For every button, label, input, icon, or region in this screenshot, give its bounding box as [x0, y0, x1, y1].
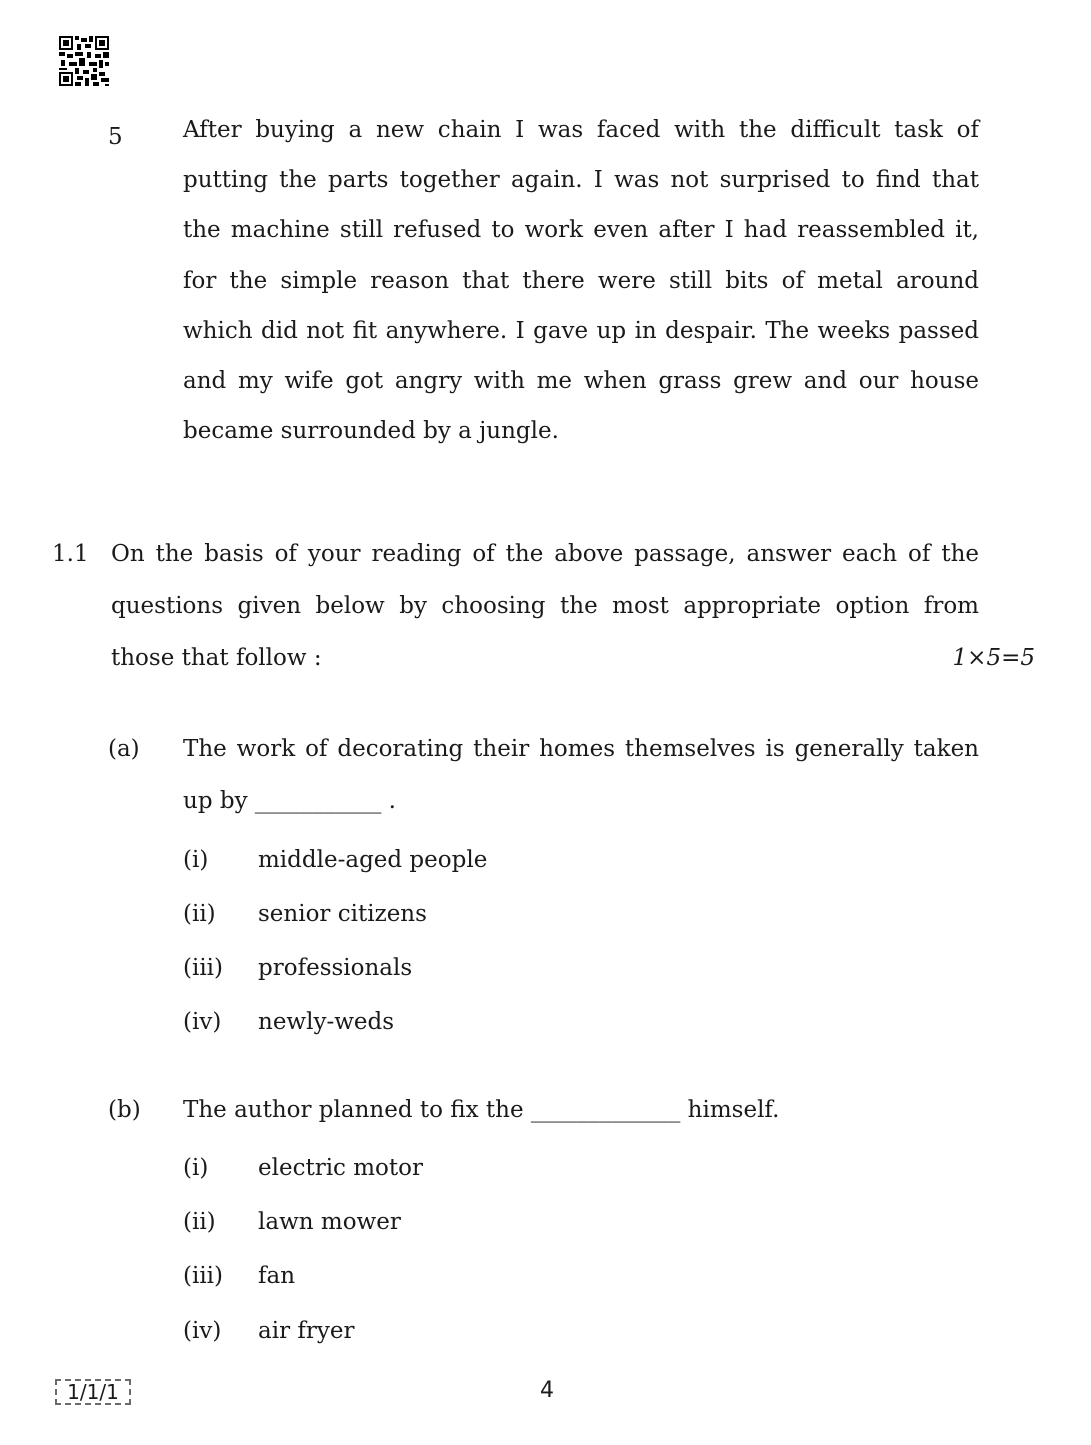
subquestion-text-b: The author planned to fix the _____________ himself. — [183, 1097, 780, 1123]
option-text: newly-weds — [258, 1009, 395, 1035]
option-text: professionals — [258, 955, 413, 981]
option-number: (ii) — [183, 901, 216, 927]
option-number: (ii) — [183, 1209, 216, 1235]
option-number: (iv) — [183, 1009, 222, 1035]
question-instructions: On the basis of your reading of the above passage, answer each of the questions given below by choosing the most appropriate option from those that follow : — [111, 541, 979, 671]
option-text: electric motor — [258, 1155, 423, 1181]
paragraph-number: 5 — [108, 124, 123, 150]
option-number: (i) — [183, 1155, 209, 1181]
option-number: (i) — [183, 847, 209, 873]
question-number: 1.1 — [52, 541, 89, 567]
option-text: fan — [258, 1263, 296, 1289]
option-number: (iv) — [183, 1318, 222, 1344]
option-number: (iii) — [183, 955, 224, 981]
option-text: senior citizens — [258, 901, 427, 927]
option-text: air fryer — [258, 1318, 355, 1344]
subquestion-label-a: (a) — [108, 736, 140, 762]
page-number: 4 — [540, 1378, 554, 1403]
qr-code-icon — [59, 36, 109, 86]
marks-allocation: 1×5=5 — [952, 645, 1035, 671]
option-text: lawn mower — [258, 1209, 401, 1235]
paper-code-box: 1/1/1 — [55, 1379, 131, 1405]
passage-paragraph: After buying a new chain I was faced with the difficult task of putting the parts together again. I was not surprised to find that the machine still refused to work even after I had reassembled it, for the simple reason that there were still bits of metal around which did not fit anywhere. I gave up in despair. The weeks passed and my wife got angry with me when grass grew and our house became surrounded by a jungle. — [183, 117, 979, 445]
subquestion-label-b: (b) — [108, 1097, 141, 1123]
subquestion-text-a: The work of decorating their homes themselves is generally taken up by ___________ . — [183, 736, 979, 814]
option-text: middle-aged people — [258, 847, 488, 873]
option-number: (iii) — [183, 1263, 224, 1289]
